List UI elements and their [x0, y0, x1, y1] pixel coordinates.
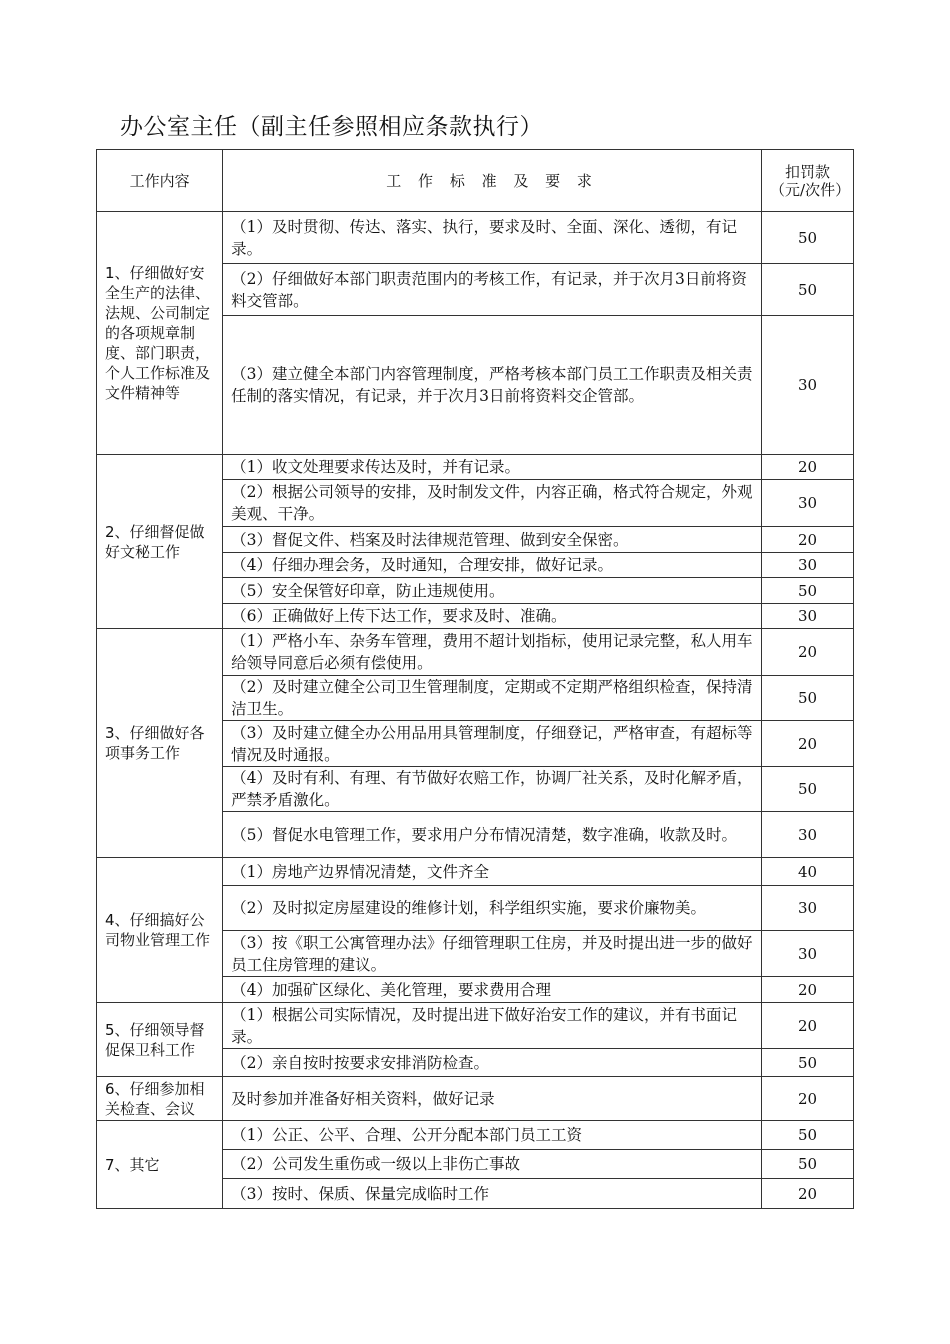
fine-amount-cell: 20	[762, 721, 854, 767]
requirement-cell: （1）严格小车、杂务车管理，费用不超计划指标，使用记录完整，私人用车给领导同意后必须有偿使用。	[223, 629, 762, 676]
fine-amount-cell: 20	[762, 1179, 854, 1209]
fine-amount-cell: 50	[762, 767, 854, 812]
requirement-cell: 及时参加并准备好相关资料，做好记录	[223, 1077, 762, 1121]
table-row	[97, 1077, 854, 1121]
fine-amount-cell: 30	[762, 480, 854, 527]
requirement-cell: （2）公司发生重伤或一级以上非伤亡事故	[223, 1150, 762, 1179]
requirement-cell: （2）根据公司领导的安排，及时制发文件，内容正确，格式符合规定，外观美观、干净。	[223, 480, 762, 527]
requirement-cell: （3）按《职工公寓管理办法》仔细管理职工住房，并及时提出进一步的做好员工住房管理的建议。	[223, 931, 762, 977]
requirement-cell: （5）安全保管好印章，防止违规使用。	[223, 578, 762, 604]
table-row	[97, 858, 854, 886]
requirement-cell: （2）及时拟定房屋建设的维修计划，科学组织实施，要求价廉物美。	[223, 886, 762, 931]
header-fine: 扣罚款（元/次件）	[762, 150, 854, 212]
requirement-cell: （5）督促水电管理工作，要求用户分布情况清楚，数字准确，收款及时。	[223, 812, 762, 858]
table-row	[97, 455, 854, 480]
fine-amount-cell: 30	[762, 886, 854, 931]
table-row	[97, 629, 854, 676]
fine-amount-cell: 50	[762, 264, 854, 316]
fine-amount-cell: 50	[762, 1121, 854, 1150]
table-row	[97, 1121, 854, 1150]
fine-amount-cell: 20	[762, 977, 854, 1003]
requirement-cell: （3）按时、保质、保量完成临时工作	[223, 1179, 762, 1209]
fine-amount-cell: 30	[762, 931, 854, 977]
table-row	[97, 1003, 854, 1049]
header-row	[97, 150, 854, 212]
fine-amount-cell: 20	[762, 1077, 854, 1121]
fine-amount-cell: 20	[762, 527, 854, 553]
fine-amount-cell: 50	[762, 676, 854, 721]
requirement-cell: （3）建立健全本部门内容管理制度，严格考核本部门员工工作职责及相关责任制的落实情况，有记录，并于次月3日前将资料交企管部。	[223, 316, 762, 455]
category-cell: 5、仔细领导督促保卫科工作	[97, 1003, 223, 1077]
fine-amount-cell: 30	[762, 316, 854, 455]
category-cell: 4、仔细搞好公司物业管理工作	[97, 858, 223, 1003]
requirement-cell: （1）公正、公平、合理、公开分配本部门员工工资	[223, 1121, 762, 1150]
fine-amount-cell: 40	[762, 858, 854, 886]
fine-amount-cell: 30	[762, 812, 854, 858]
table-row	[97, 212, 854, 264]
requirement-cell: （2）亲自按时按要求安排消防检查。	[223, 1049, 762, 1077]
fine-amount-cell: 20	[762, 1003, 854, 1049]
fine-amount-cell: 20	[762, 455, 854, 480]
table-body	[97, 212, 854, 1209]
category-cell: 7、其它	[97, 1121, 223, 1209]
header-standard: 工 作 标 准 及 要 求	[223, 150, 762, 212]
fine-amount-cell: 50	[762, 1150, 854, 1179]
requirement-cell: （1）房地产边界情况清楚，文件齐全	[223, 858, 762, 886]
header-work-content: 工作内容	[97, 150, 223, 212]
fine-amount-cell: 30	[762, 604, 854, 629]
requirement-cell: （3）督促文件、档案及时法律规范管理、做到安全保密。	[223, 527, 762, 553]
fine-amount-cell: 20	[762, 629, 854, 676]
requirement-cell: （3）及时建立健全办公用品用具管理制度，仔细登记，严格审查，有超标等情况及时通报。	[223, 721, 762, 767]
requirement-cell: （1）及时贯彻、传达、落实、执行，要求及时、全面、深化、透彻，有记录。	[223, 212, 762, 264]
category-cell: 1、仔细做好安全生产的法律、法规、公司制定的各项规章制度、部门职责，个人工作标准及文件精神等	[97, 212, 223, 455]
fine-amount-cell: 50	[762, 212, 854, 264]
requirement-cell: （1）根据公司实际情况，及时提出进下做好治安工作的建议，并有书面记录。	[223, 1003, 762, 1049]
fine-amount-cell: 30	[762, 553, 854, 578]
requirement-cell: （2）仔细做好本部门职责范围内的考核工作，有记录，并于次月3日前将资料交管部。	[223, 264, 762, 316]
page-title: 办公室主任（副主任参照相应条款执行）	[120, 114, 543, 140]
category-cell: 2、仔细督促做好文秘工作	[97, 455, 223, 629]
fine-amount-cell: 50	[762, 578, 854, 604]
requirement-cell: （6）正确做好上传下达工作，要求及时、准确。	[223, 604, 762, 629]
requirement-cell: （2）及时建立健全公司卫生管理制度，定期或不定期严格组织检查，保持清洁卫生。	[223, 676, 762, 721]
fine-amount-cell: 50	[762, 1049, 854, 1077]
requirement-cell: （1）收文处理要求传达及时，并有记录。	[223, 455, 762, 480]
category-cell: 6、仔细参加相关检查、会议	[97, 1077, 223, 1121]
category-cell: 3、仔细做好各项事务工作	[97, 629, 223, 858]
requirement-cell: （4）加强矿区绿化、美化管理，要求费用合理	[223, 977, 762, 1003]
requirement-cell: （4）仔细办理会务，及时通知，合理安排，做好记录。	[223, 553, 762, 578]
standards-table	[96, 149, 854, 1209]
requirement-cell: （4）及时有利、有理、有节做好农赔工作，协调厂社关系，及时化解矛盾，严禁矛盾激化。	[223, 767, 762, 812]
